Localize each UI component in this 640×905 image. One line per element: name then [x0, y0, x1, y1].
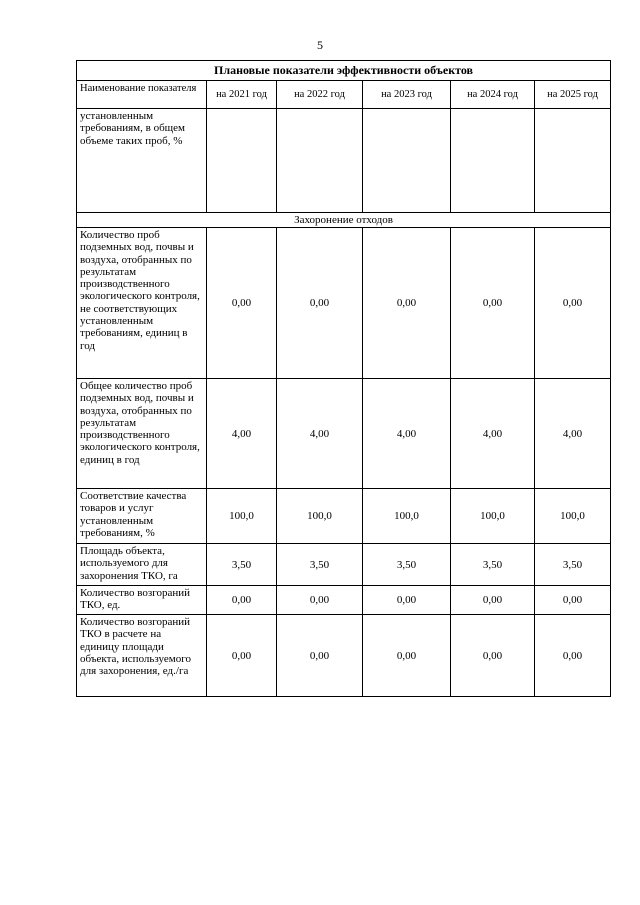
value-2021: 3,50: [207, 544, 277, 586]
table-header-row: [77, 81, 611, 109]
column-header-2021: на 2021 год: [207, 81, 277, 109]
value-2023: 0,00: [363, 615, 451, 697]
value-2025: 0,00: [535, 615, 611, 697]
table-row: [77, 109, 611, 213]
indicator-name: Общее количество проб подземных вод, почвы и воздуха, отобранных по результатам производственного экологического контроля, единиц в год: [77, 379, 207, 489]
indicator-name: Площадь объекта, используемого для захоронения ТКО, га: [77, 544, 207, 586]
column-header-2024: на 2024 год: [451, 81, 535, 109]
value-2021: 0,00: [207, 586, 277, 615]
page-number: 5: [317, 38, 323, 52]
value-2022: 3,50: [277, 544, 363, 586]
table-row: [77, 489, 611, 544]
column-header-2025: на 2025 год: [535, 81, 611, 109]
table-row: [77, 586, 611, 615]
value-2022: 100,0: [277, 489, 363, 544]
value-2024: 4,00: [451, 379, 535, 489]
indicator-name: Количество возгораний ТКО, ед.: [77, 586, 207, 615]
column-header-name: Наименование показателя: [77, 81, 207, 109]
empty-cell: [207, 109, 277, 213]
value-2023: 4,00: [363, 379, 451, 489]
value-2023: 0,00: [363, 586, 451, 615]
value-2025: 0,00: [535, 586, 611, 615]
section-title: Захоронение отходов: [77, 213, 611, 228]
value-2022: 0,00: [277, 586, 363, 615]
value-2024: 3,50: [451, 544, 535, 586]
value-2025: 3,50: [535, 544, 611, 586]
indicator-name: Количество возгораний ТКО в расчете на единицу площади объекта, используемого для захоронения, ед./га: [77, 615, 207, 697]
value-2024: 100,0: [451, 489, 535, 544]
value-2021: 4,00: [207, 379, 277, 489]
empty-cell: [535, 109, 611, 213]
empty-cell: [277, 109, 363, 213]
value-2025: 100,0: [535, 489, 611, 544]
value-2021: 100,0: [207, 489, 277, 544]
value-2024: 0,00: [451, 228, 535, 379]
column-header-2022: на 2022 год: [277, 81, 363, 109]
table-title-row: [77, 61, 611, 81]
value-2021: 0,00: [207, 615, 277, 697]
table-row: [77, 544, 611, 586]
value-2022: 0,00: [277, 615, 363, 697]
value-2024: 0,00: [451, 615, 535, 697]
indicator-name: Соответствие качества товаров и услуг установленным требованиям, %: [77, 489, 207, 544]
value-2021: 0,00: [207, 228, 277, 379]
empty-cell: [363, 109, 451, 213]
value-2022: 4,00: [277, 379, 363, 489]
indicator-name: Количество проб подземных вод, почвы и воздуха, отобранных по результатам производственного экологического контроля, не соответствующих установленным требованиям, единиц в год: [77, 228, 207, 379]
empty-cell: [451, 109, 535, 213]
value-2025: 4,00: [535, 379, 611, 489]
column-header-2023: на 2023 год: [363, 81, 451, 109]
value-2023: 3,50: [363, 544, 451, 586]
value-2024: 0,00: [451, 586, 535, 615]
value-2023: 0,00: [363, 228, 451, 379]
value-2022: 0,00: [277, 228, 363, 379]
value-2025: 0,00: [535, 228, 611, 379]
performance-indicators-table: [76, 60, 611, 697]
table-row: [77, 228, 611, 379]
section-row: [77, 213, 611, 228]
value-2023: 100,0: [363, 489, 451, 544]
table-row: [77, 615, 611, 697]
table-title: Плановые показатели эффективности объектов: [77, 61, 611, 81]
indicator-name: установленным требованиям, в общем объеме таких проб, %: [77, 109, 207, 213]
table-row: [77, 379, 611, 489]
